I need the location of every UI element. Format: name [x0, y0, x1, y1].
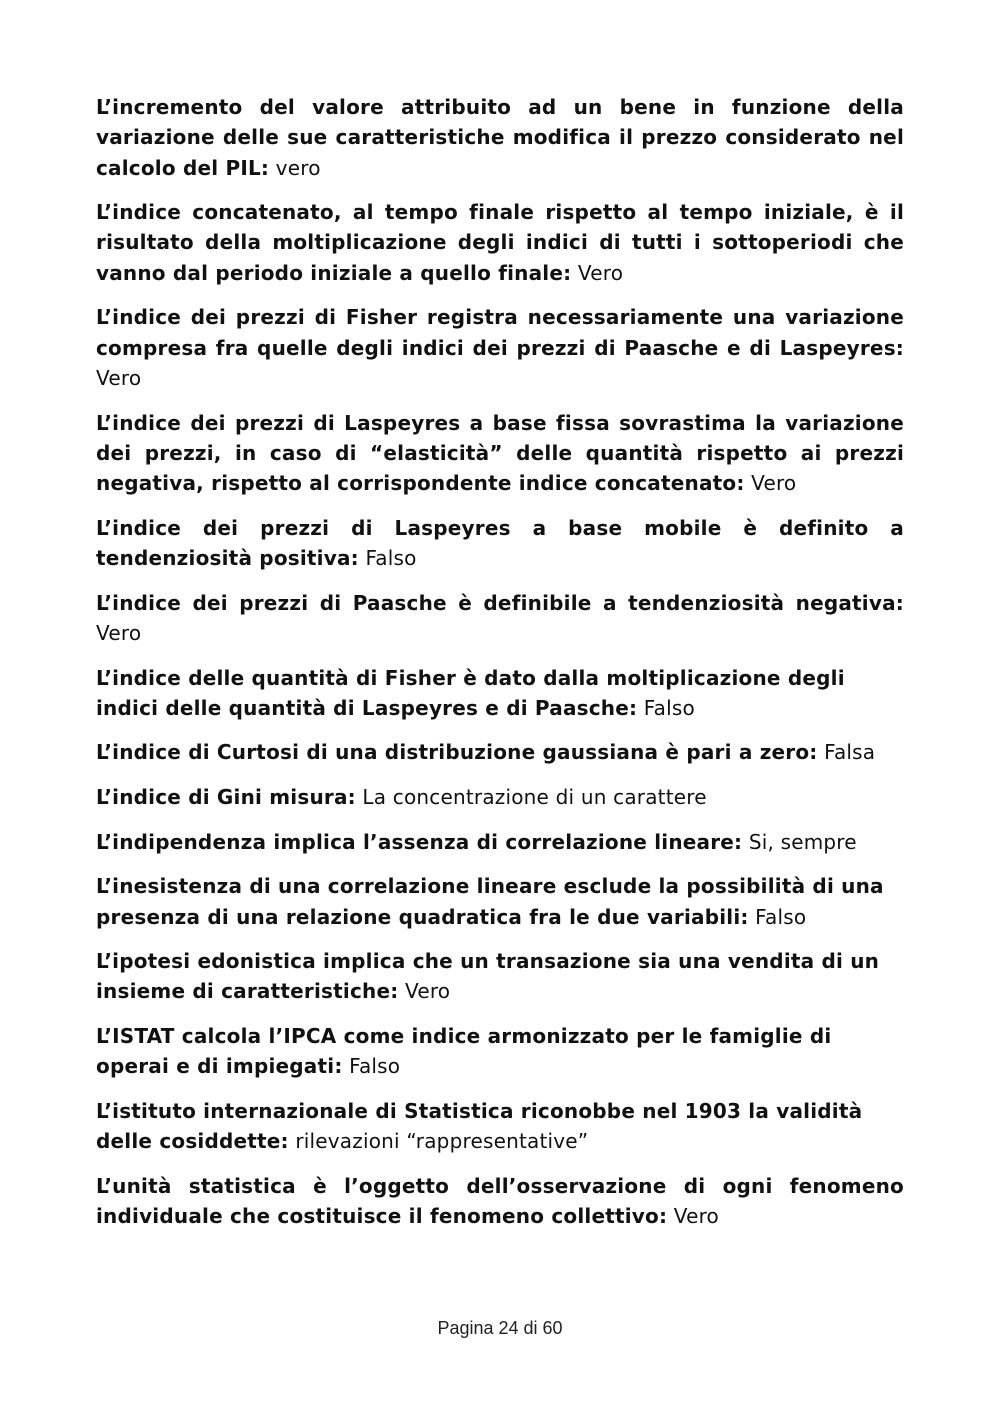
question-text: L’indice di Curtosi di una distribuzione gaussiana è pari a zero:	[96, 740, 818, 765]
qa-item	[96, 513, 904, 574]
qa-item	[96, 92, 904, 183]
question-text: L’ipotesi edonistica implica che un transazione sia una vendita di un insieme di caratteristiche:	[96, 949, 880, 1004]
qa-item	[96, 1171, 904, 1232]
answer-text: Vero	[96, 365, 142, 390]
qa-item	[96, 827, 904, 857]
question-text: L’indice dei prezzi di Paasche è definibile a tendenziosità negativa:	[96, 590, 904, 615]
answer-text: Si, sempre	[748, 829, 857, 854]
question-text: L’indipendenza implica l’assenza di correlazione lineare:	[96, 829, 743, 854]
answer-text: Falso	[365, 546, 417, 571]
answer-text: Falsa	[824, 740, 876, 765]
qa-item	[96, 782, 904, 812]
qa-item	[96, 946, 904, 1007]
answer-text: Falso	[755, 904, 807, 929]
answer-text: La concentrazione di un carattere	[362, 785, 707, 810]
answer-text: Falso	[349, 1054, 401, 1079]
qa-item	[96, 302, 904, 393]
question-text: L’indice dei prezzi di Laspeyres a base mobile è definito a tendenziosità positiva:	[96, 515, 904, 571]
question-text: L’unità statistica è l’oggetto dell’osservazione di ogni fenomeno individuale che costituisce il fenomeno collettivo:	[96, 1173, 904, 1229]
question-text: L’indice dei prezzi di Laspeyres a base fissa sovrastima la variazione dei prezzi, in caso di “elasticità” delle quantità rispetto ai prezzi negativa, rispetto al corrispondente indice concatenato:	[96, 410, 904, 496]
question-text: L’indice delle quantità di Fisher è dato dalla moltiplicazione degli indici delle quantità di Laspeyres e di Paasche:	[96, 665, 845, 720]
answer-text: Vero	[404, 979, 451, 1004]
page-number: Pagina 24 di 60	[437, 1318, 563, 1338]
question-text: L’inesistenza di una correlazione lineare esclude la possibilità di una presenza di una relazione quadratica fra le due variabili:	[96, 874, 884, 929]
question-text: L’incremento del valore attribuito ad un bene in funzione della variazione delle sue caratteristiche modifica il prezzo considerato nel calcolo del PIL:	[96, 95, 904, 180]
question-text: L’ISTAT calcola l’IPCA come indice armonizzato per le famiglie di operai e di impiegati:	[96, 1023, 832, 1079]
qa-item	[96, 737, 904, 767]
answer-text: Vero	[751, 471, 797, 496]
question-text: L’indice di Gini misura:	[96, 785, 356, 810]
qa-item	[96, 871, 904, 932]
question-text: L’istituto internazionale di Statistica riconobbe nel 1903 la validità delle cosiddette:	[96, 1098, 863, 1154]
answer-text: Falso	[643, 695, 695, 720]
answer-text: vero	[275, 155, 321, 180]
qa-item	[96, 1096, 904, 1157]
answer-text: Vero	[577, 260, 624, 285]
answer-text: Vero	[673, 1204, 719, 1229]
answer-text: Vero	[96, 620, 142, 645]
qa-item	[96, 588, 904, 649]
qa-item	[96, 663, 904, 724]
qa-item	[96, 1021, 904, 1082]
document-body	[96, 92, 904, 1246]
question-text: L’indice dei prezzi di Fisher registra necessariamente una variazione compresa fra quelle degli indici dei prezzi di Paasche e di Laspeyres:	[96, 305, 904, 360]
qa-item	[96, 197, 904, 288]
answer-text: rilevazioni “rappresentative”	[295, 1129, 589, 1154]
question-text: L’indice concatenato, al tempo finale rispetto al tempo iniziale, è il risultato della moltiplicazione degli indici di tutti i sottoperiodi che vanno dal periodo iniziale a quello finale:	[96, 200, 904, 285]
qa-item	[96, 408, 904, 499]
